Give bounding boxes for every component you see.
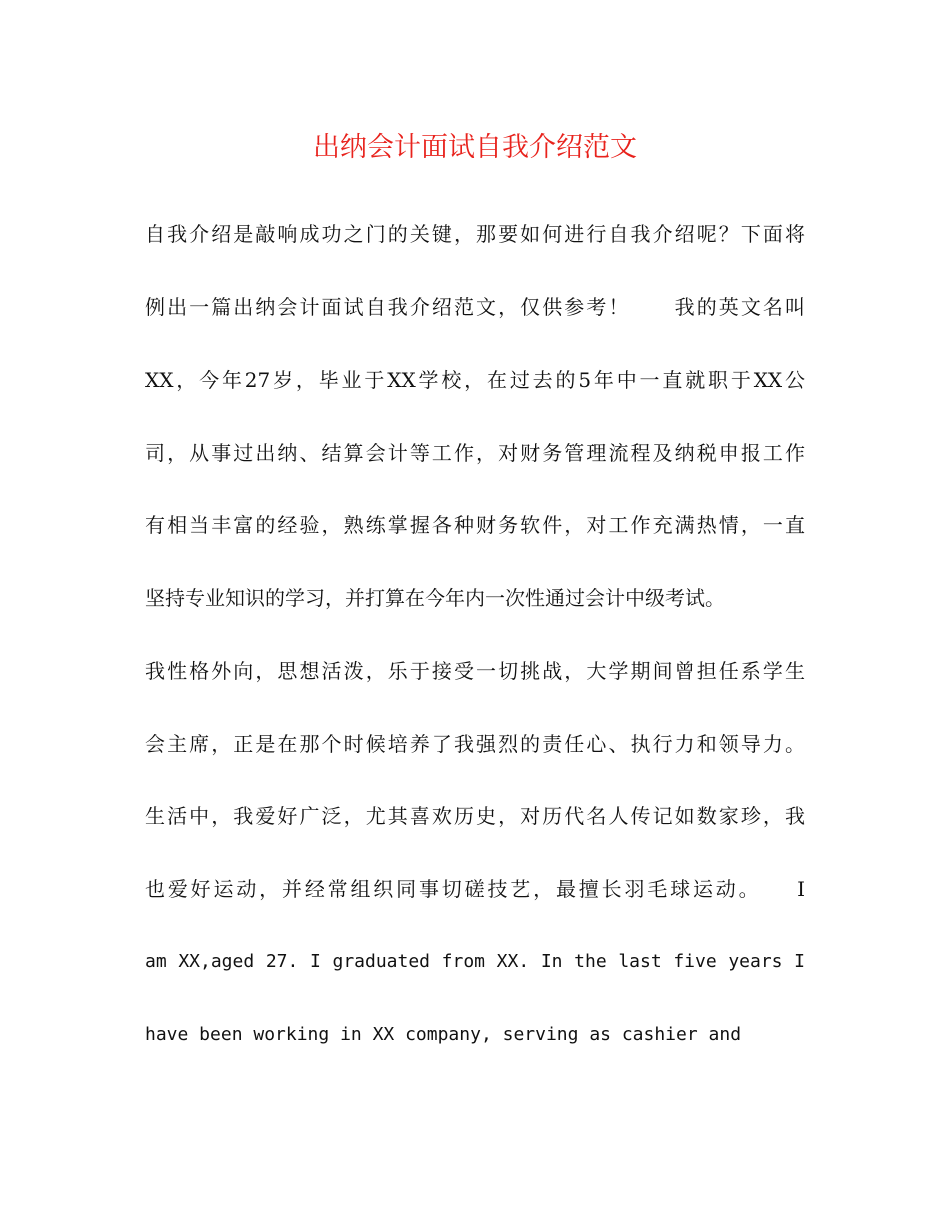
body-line-8: 会主席，正是在那个时候培养了我强烈的责任心、执行力和领导力。 (145, 732, 805, 756)
body-line-7: 我性格外向，思想活泼，乐于接受一切挑战，大学期间曾担任系学生 (145, 659, 805, 683)
body-line-6: 坚持专业知识的学习，并打算在今年内一次性通过会计中级考试。 (145, 586, 725, 610)
body-line-3: XX，今年27岁，毕业于XX学校，在过去的5年中一直就职于XX公 (145, 368, 805, 392)
body-line-2: 例出一篇出纳会计面试自我介绍范文，仅供参考！ 我的英文名叫 (145, 295, 805, 319)
body-line-10: 也爱好运动，并经常组织同事切磋技艺，最擅长羽毛球运动。 I (145, 877, 805, 901)
body-line-12: have been working in XX company, serving as cashier and (145, 1024, 742, 1045)
body-line-9: 生活中，我爱好广泛，尤其喜欢历史，对历代名人传记如数家珍，我 (145, 804, 805, 828)
document-title: 出纳会计面试自我介绍范文 (313, 132, 637, 163)
body-line-11: am XX,aged 27. I graduated from XX. In the last five years I (145, 951, 805, 972)
body-line-5: 有相当丰富的经验，熟练掌握各种财务软件，对工作充满热情，一直 (145, 513, 805, 537)
body-line-1: 自我介绍是敲响成功之门的关键，那要如何进行自我介绍呢？下面将 (145, 222, 805, 246)
body-line-4: 司，从事过出纳、结算会计等工作，对财务管理流程及纳税申报工作 (145, 441, 805, 465)
